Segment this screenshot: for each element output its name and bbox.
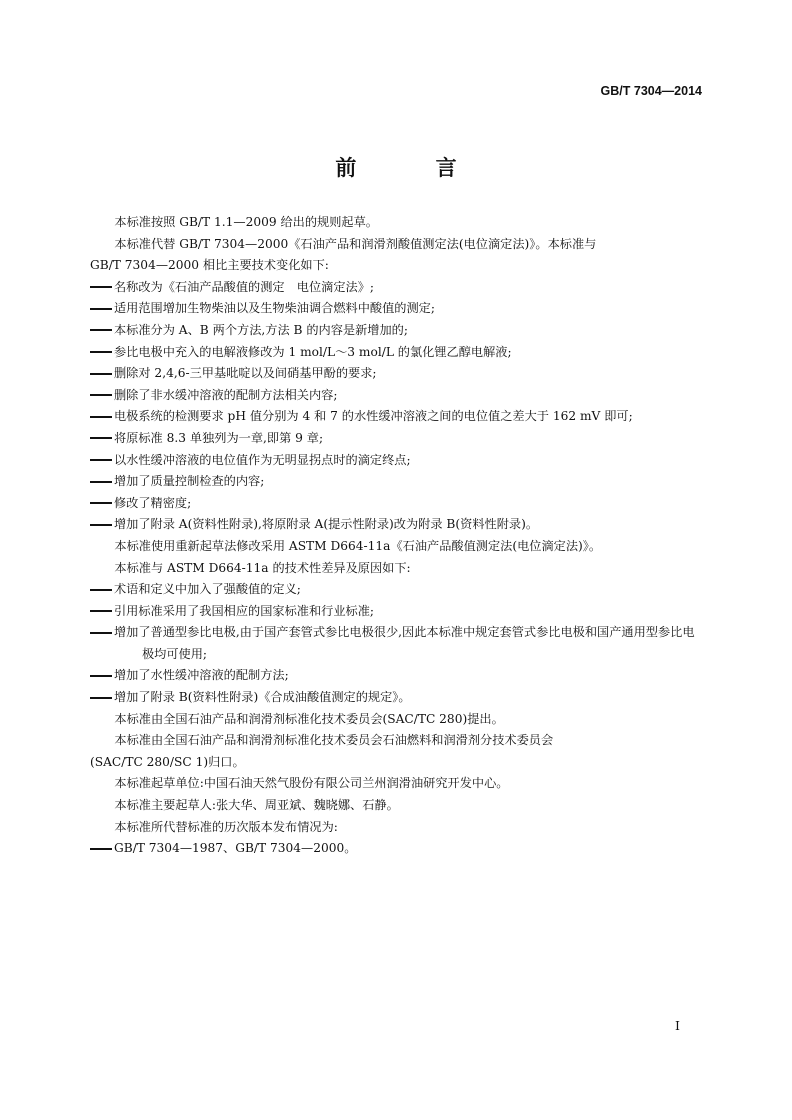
list-item-text: 修改了精密度; (114, 495, 192, 510)
list-item-text: 引用标准采用了我国相应的国家标准和行业标准; (114, 603, 375, 618)
em-dash-bullet (90, 298, 114, 320)
em-dash-bullet (90, 471, 114, 493)
list-item (90, 579, 702, 601)
list-item (90, 298, 702, 320)
em-dash-bullet (90, 428, 114, 450)
list-item (90, 363, 702, 385)
em-dash-bullet (90, 838, 114, 860)
paragraph: GB/T 7304—2000 相比主要技术变化如下: (90, 258, 329, 273)
em-dash-bullet (90, 622, 114, 644)
em-dash-bullet (90, 579, 114, 601)
standard-number: GB/T 7304—2014 (600, 84, 702, 98)
list-item-text: 参比电极中充入的电解液修改为 1 mol/L～3 mol/L 的氯化锂乙醇电解液; (114, 344, 512, 359)
em-dash-bullet (90, 493, 114, 515)
list-item (90, 665, 702, 687)
list-item-text: 增加了质量控制检查的内容; (114, 474, 265, 489)
foreword-body (90, 212, 702, 860)
list-item (90, 320, 702, 342)
paragraph: 本标准起草单位:中国石油天然气股份有限公司兰州润滑油研究开发中心。 (114, 776, 509, 791)
list-item (90, 428, 702, 450)
em-dash-bullet (90, 320, 114, 342)
list-item-text: 增加了普通型参比电极,由于国产套管式参比电极很少,因此本标准中规定套管式参比电极和国产通用型参比电极均可使用; (114, 625, 695, 661)
list-item-text: 术语和定义中加入了强酸值的定义; (114, 582, 301, 597)
list-item (90, 493, 702, 515)
list-item (90, 450, 702, 472)
page-title: 前 言 (335, 155, 493, 180)
em-dash-bullet (90, 385, 114, 407)
em-dash-bullet (90, 277, 114, 299)
list-item-text: 适用范围增加生物柴油以及生物柴油调合燃料中酸值的测定; (114, 301, 435, 316)
list-item (90, 406, 702, 428)
paragraph: 本标准主要起草人:张大华、周亚斌、魏晓娜、石静。 (114, 798, 399, 813)
paragraph: 本标准由全国石油产品和润滑剂标准化技术委员会(SAC/TC 280)提出。 (114, 711, 504, 726)
paragraph: 本标准由全国石油产品和润滑剂标准化技术委员会石油燃料和润滑剂分技术委员会 (114, 733, 554, 748)
em-dash-bullet (90, 406, 114, 428)
em-dash-bullet (90, 687, 114, 709)
list-item-text: 本标准分为 A、B 两个方法,方法 B 的内容是新增加的; (114, 322, 408, 337)
list-item (90, 277, 702, 299)
paragraph: 本标准使用重新起草法修改采用 ASTM D664-11a《石油产品酸值测定法(电位滴定法)》。 (114, 538, 602, 553)
list-item-text: 名称改为《石油产品酸值的测定 电位滴定法》; (114, 279, 375, 294)
list-item-text: GB/T 7304—1987、GB/T 7304—2000。 (114, 841, 357, 856)
list-item (90, 838, 702, 860)
em-dash-bullet (90, 363, 114, 385)
em-dash-bullet (90, 342, 114, 364)
list-item-text: 增加了水性缓冲溶液的配制方法; (114, 668, 289, 683)
paragraph: (SAC/TC 280/SC 1)归口。 (90, 754, 245, 769)
list-item-text: 删除对 2,4,6-三甲基吡啶以及间硝基甲酚的要求; (114, 366, 377, 381)
list-item-text: 增加了附录 A(资料性附录),将原附录 A(提示性附录)改为附录 B(资料性附录)。 (114, 517, 539, 532)
list-item (90, 342, 702, 364)
list-item (90, 471, 702, 493)
list-item (90, 601, 702, 623)
paragraph: 本标准代替 GB/T 7304—2000《石油产品和润滑剂酸值测定法(电位滴定法)》。本标准与 (114, 236, 597, 251)
list-item (90, 687, 702, 709)
paragraph: 本标准按照 GB/T 1.1—2009 给出的规则起草。 (114, 215, 378, 229)
em-dash-bullet (90, 665, 114, 687)
page-number: I (675, 1018, 680, 1033)
em-dash-bullet (90, 601, 114, 623)
list-item (90, 622, 702, 665)
list-item-text: 删除了非水缓冲溶液的配制方法相关内容; (114, 387, 338, 402)
list-item-text: 增加了附录 B(资料性附录)《合成油酸值测定的规定》。 (114, 690, 411, 705)
em-dash-bullet (90, 450, 114, 472)
list-item-text: 以水性缓冲溶液的电位值作为无明显拐点时的滴定终点; (114, 452, 411, 467)
list-item (90, 385, 702, 407)
list-item-text: 电极系统的检测要求 pH 值分别为 4 和 7 的水性缓冲溶液之间的电位值之差大于 162 mV 即可; (114, 409, 633, 424)
list-item (90, 514, 702, 536)
em-dash-bullet (90, 514, 114, 536)
list-item-text: 将原标准 8.3 单独列为一章,即第 9 章; (114, 430, 324, 445)
paragraph: 本标准与 ASTM D664-11a 的技术性差异及原因如下: (114, 560, 411, 575)
paragraph: 本标准所代替标准的历次版本发布情况为: (114, 819, 338, 834)
